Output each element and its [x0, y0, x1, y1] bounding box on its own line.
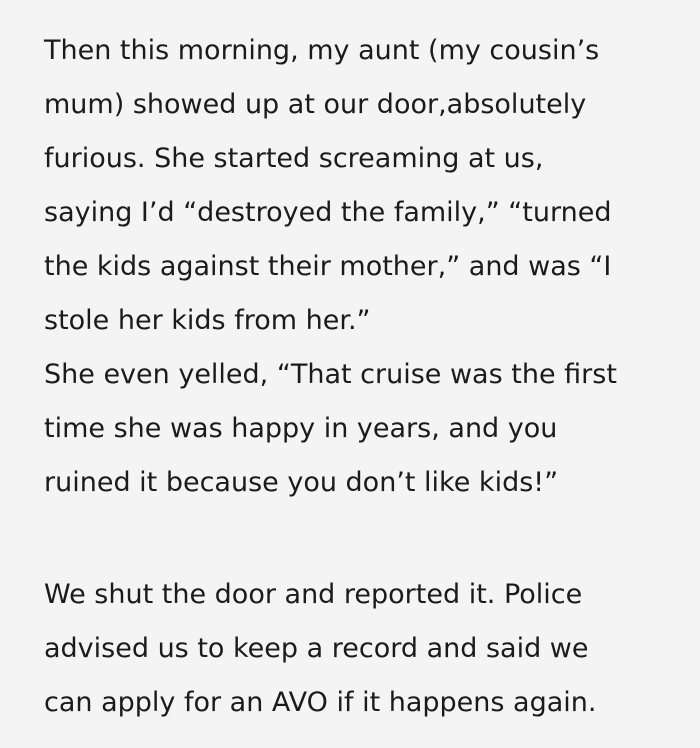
text-line: can apply for an AVO if it happens again. [44, 687, 597, 718]
text-line: time she was happy in years, and you [44, 413, 558, 444]
text-line: furious. She started screaming at us, [44, 143, 544, 174]
text-line: ruined it because you don’t like kids!” [44, 467, 559, 498]
story-text [44, 24, 694, 730]
paragraph-2 [44, 568, 694, 730]
text-line: She even yelled, “That cruise was the first [44, 359, 617, 390]
text-line: stole her kids from her.” [44, 305, 371, 336]
paragraph-1 [44, 24, 694, 510]
text-line: saying I’d “destroyed the family,” “turned [44, 197, 612, 228]
text-line: mum) showed up at our door,absolutely [44, 89, 587, 120]
text-line: advised us to keep a record and said we [44, 633, 589, 664]
text-line: the kids against their mother,” and was “I [44, 251, 612, 282]
paragraph-gap [44, 510, 694, 568]
text-line: We shut the door and reported it. Police [44, 579, 583, 610]
text-line: Then this morning, my aunt (my cousin’s [44, 35, 600, 66]
